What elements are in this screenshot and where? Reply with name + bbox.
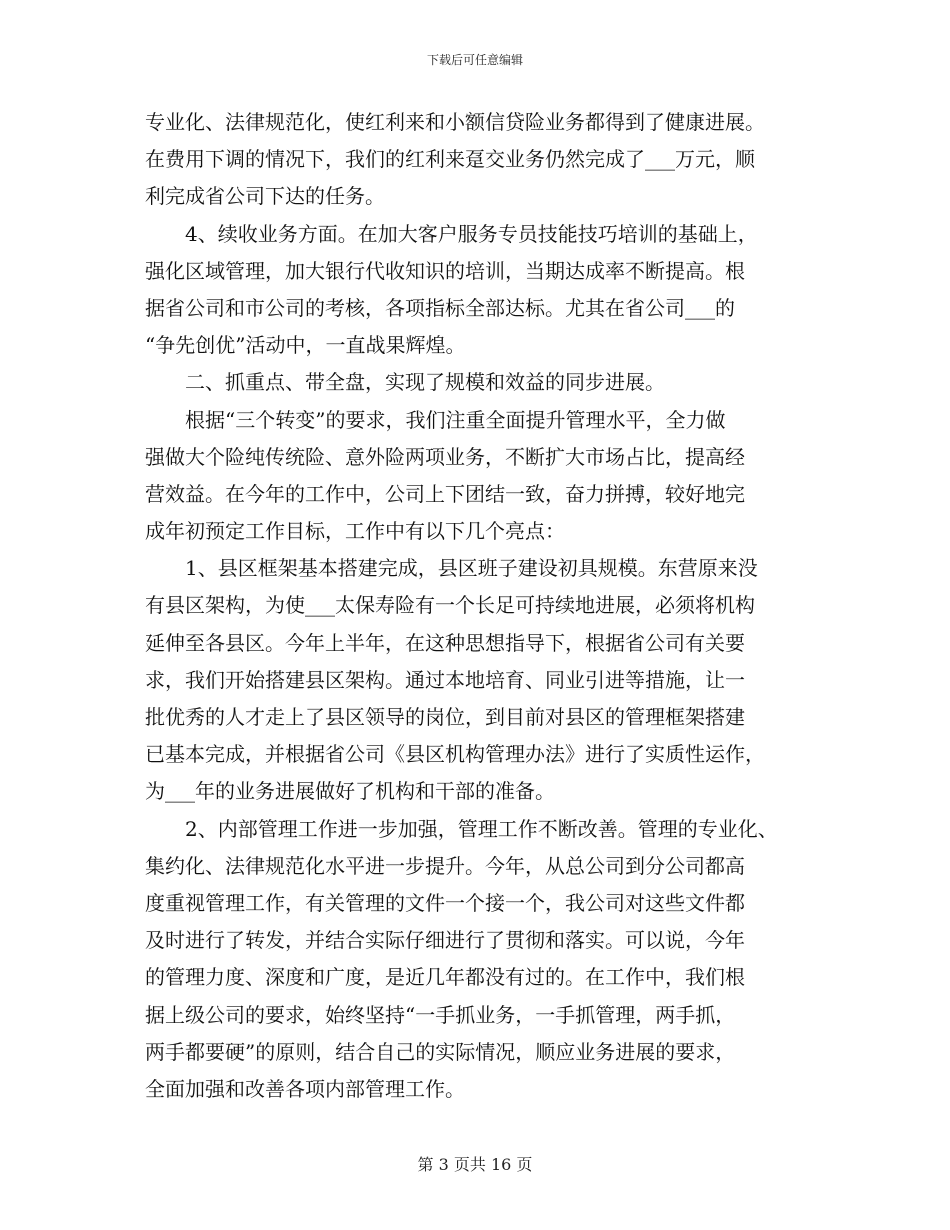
page-header: 下载后可任意编辑	[426, 53, 523, 67]
paragraph-line: 2、内部管理工作进一步加强，管理工作不断改善。管理的专业化、	[185, 816, 778, 841]
page-number: 第 3 页共 16 页	[417, 1155, 533, 1174]
paragraph-line: 强化区域管理，加大银行代收知识的培训，当期达成率不断提高。根	[145, 258, 745, 283]
paragraph-line: 已基本完成，并根据省公司《县区机构管理办法》进行了实质性运作，	[145, 742, 765, 767]
paragraph-line: 专业化、法律规范化，使红利来和小额信贷险业务都得到了健康进展。	[145, 110, 765, 134]
paragraph-line: 根据“三个转变”的要求，我们注重全面提升管理水平，全力做	[185, 407, 726, 432]
paragraph-line: 的管理力度、深度和广度，是近几年都没有过的。在工作中，我们根	[145, 965, 745, 990]
paragraph-line: 4、续收业务方面。在加大客户服务专员技能技巧培训的基础上，	[185, 221, 758, 246]
paragraph-line: 营效益。在今年的工作中，公司上下团结一致，奋力拼搏，较好地完	[145, 481, 745, 506]
paragraph-line: 有县区架构，为使___太保寿险有一个长足可持续地进展，必须将机构	[145, 593, 755, 618]
paragraph-line: 据上级公司的要求，始终坚持“一手抓业务，一手抓管理，两手抓，	[145, 1002, 736, 1027]
section-heading: 二、抓重点、带全盘，实现了规模和效益的同步进展。	[185, 370, 665, 395]
document-body	[145, 104, 825, 1108]
paragraph-line: 度重视管理工作，有关管理的文件一个接一个，我公司对这些文件都	[145, 890, 745, 915]
paragraph-line: “争先创优”活动中，一直战果辉煌。	[145, 333, 466, 358]
paragraph-line: 求，我们开始搭建县区架构。通过本地培育、同业引进等措施，让一	[145, 667, 745, 692]
paragraph-line: 两手都要硬”的原则，结合自己的实际情况，顺应业务进展的要求，	[145, 1039, 736, 1064]
paragraph-line: 1、县区框架基本搭建完成，县区班子建设初具规模。东营原来没	[185, 556, 758, 581]
paragraph-line: 在费用下调的情况下，我们的红利来趸交业务仍然完成了___万元，顺	[145, 147, 755, 172]
paragraph-line: 利完成省公司下达的任务。	[145, 184, 385, 209]
paragraph-line: 全面加强和改善各项内部管理工作。	[145, 1076, 465, 1101]
paragraph-line: 据省公司和市公司的考核，各项指标全部达标。尤其在省公司___的	[145, 295, 735, 320]
paragraph-line: 及时进行了转发，并结合实际仔细进行了贯彻和落实。可以说，今年	[145, 928, 745, 953]
paragraph-line: 成年初预定工作目标，工作中有以下几个亮点：	[145, 519, 565, 544]
paragraph-line: 批优秀的人才走上了县区领导的岗位，到目前对县区的管理框架搭建	[145, 705, 745, 729]
paragraph-line: 为___年的业务进展做好了机构和干部的准备。	[145, 779, 555, 804]
paragraph-line: 集约化、法律规范化水平进一步提升。今年，从总公司到分公司都高	[145, 853, 745, 878]
paragraph-line: 延伸至各县区。今年上半年，在这种思想指导下，根据省公司有关要	[145, 630, 745, 655]
paragraph-line: 强做大个险纯传统险、意外险两项业务，不断扩大市场占比，提高经	[145, 444, 745, 469]
